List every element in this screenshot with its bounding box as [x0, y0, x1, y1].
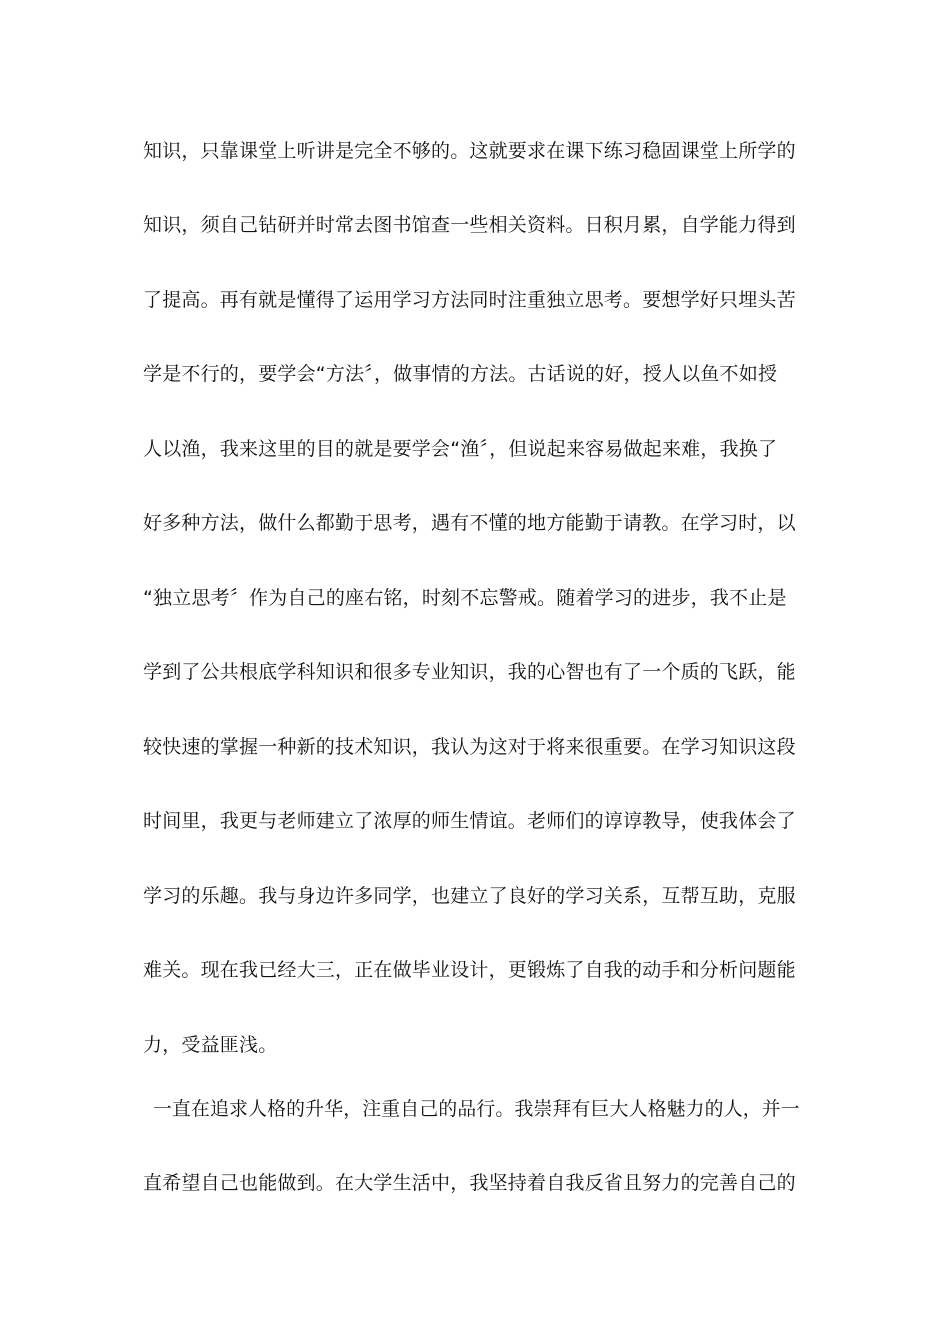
text-line: 学习的乐趣。我与身边许多同学，也建立了良好的学习关系，互帮互助，克服 [143, 885, 796, 907]
text-line: 力，受益匪浅。 [143, 1034, 278, 1056]
text-line: 知识，须自己钻研并时常去图书馆查一些相关资料。日积月累，自学能力得到 [143, 214, 796, 236]
text-line: 知识，只靠课堂上听讲是完全不够的。这就要求在课下练习稳固课堂上所学的 [143, 140, 796, 162]
text-line: 一直在追求人格的升华，注重自己的品行。我崇拜有巨大人格魅力的人，并一 [153, 1098, 800, 1120]
text-line: 了提高。再有就是懂得了运用学习方法同时注重独立思考。要想学好只埋头苦 [143, 289, 796, 311]
text-line: 直希望自己也能做到。在大学生活中，我坚持着自我反省且努力的完善自己的 [143, 1172, 796, 1194]
text-line: 学是不行的，要学会“方法〞，做事情的方法。古话说的好，授人以鱼不如授 [143, 363, 778, 385]
text-line: 时间里，我更与老师建立了浓厚的师生情谊。老师们的谆谆教导，使我体会了 [143, 810, 796, 832]
text-line: “独立思考〞作为自己的座右铭，时刻不忘警戒。随着学习的进步，我不止是 [143, 587, 787, 609]
text-line: 学到了公共根底学科知识和很多专业知识，我的心智也有了一个质的飞跃，能 [143, 661, 796, 683]
text-line: 人以渔，我来这里的目的就是要学会“渔〞，但说起来容易做起来难，我换了 [143, 438, 778, 460]
text-line: 难关。现在我已经大三，正在做毕业设计，更锻炼了自我的动手和分析问题能 [143, 959, 796, 981]
text-line: 好多种方法，做什么都勤于思考，遇有不懂的地方能勤于请教。在学习时，以 [143, 512, 796, 534]
text-line: 较快速的掌握一种新的技术知识，我认为这对于将来很重要。在学习知识这段 [143, 736, 796, 758]
